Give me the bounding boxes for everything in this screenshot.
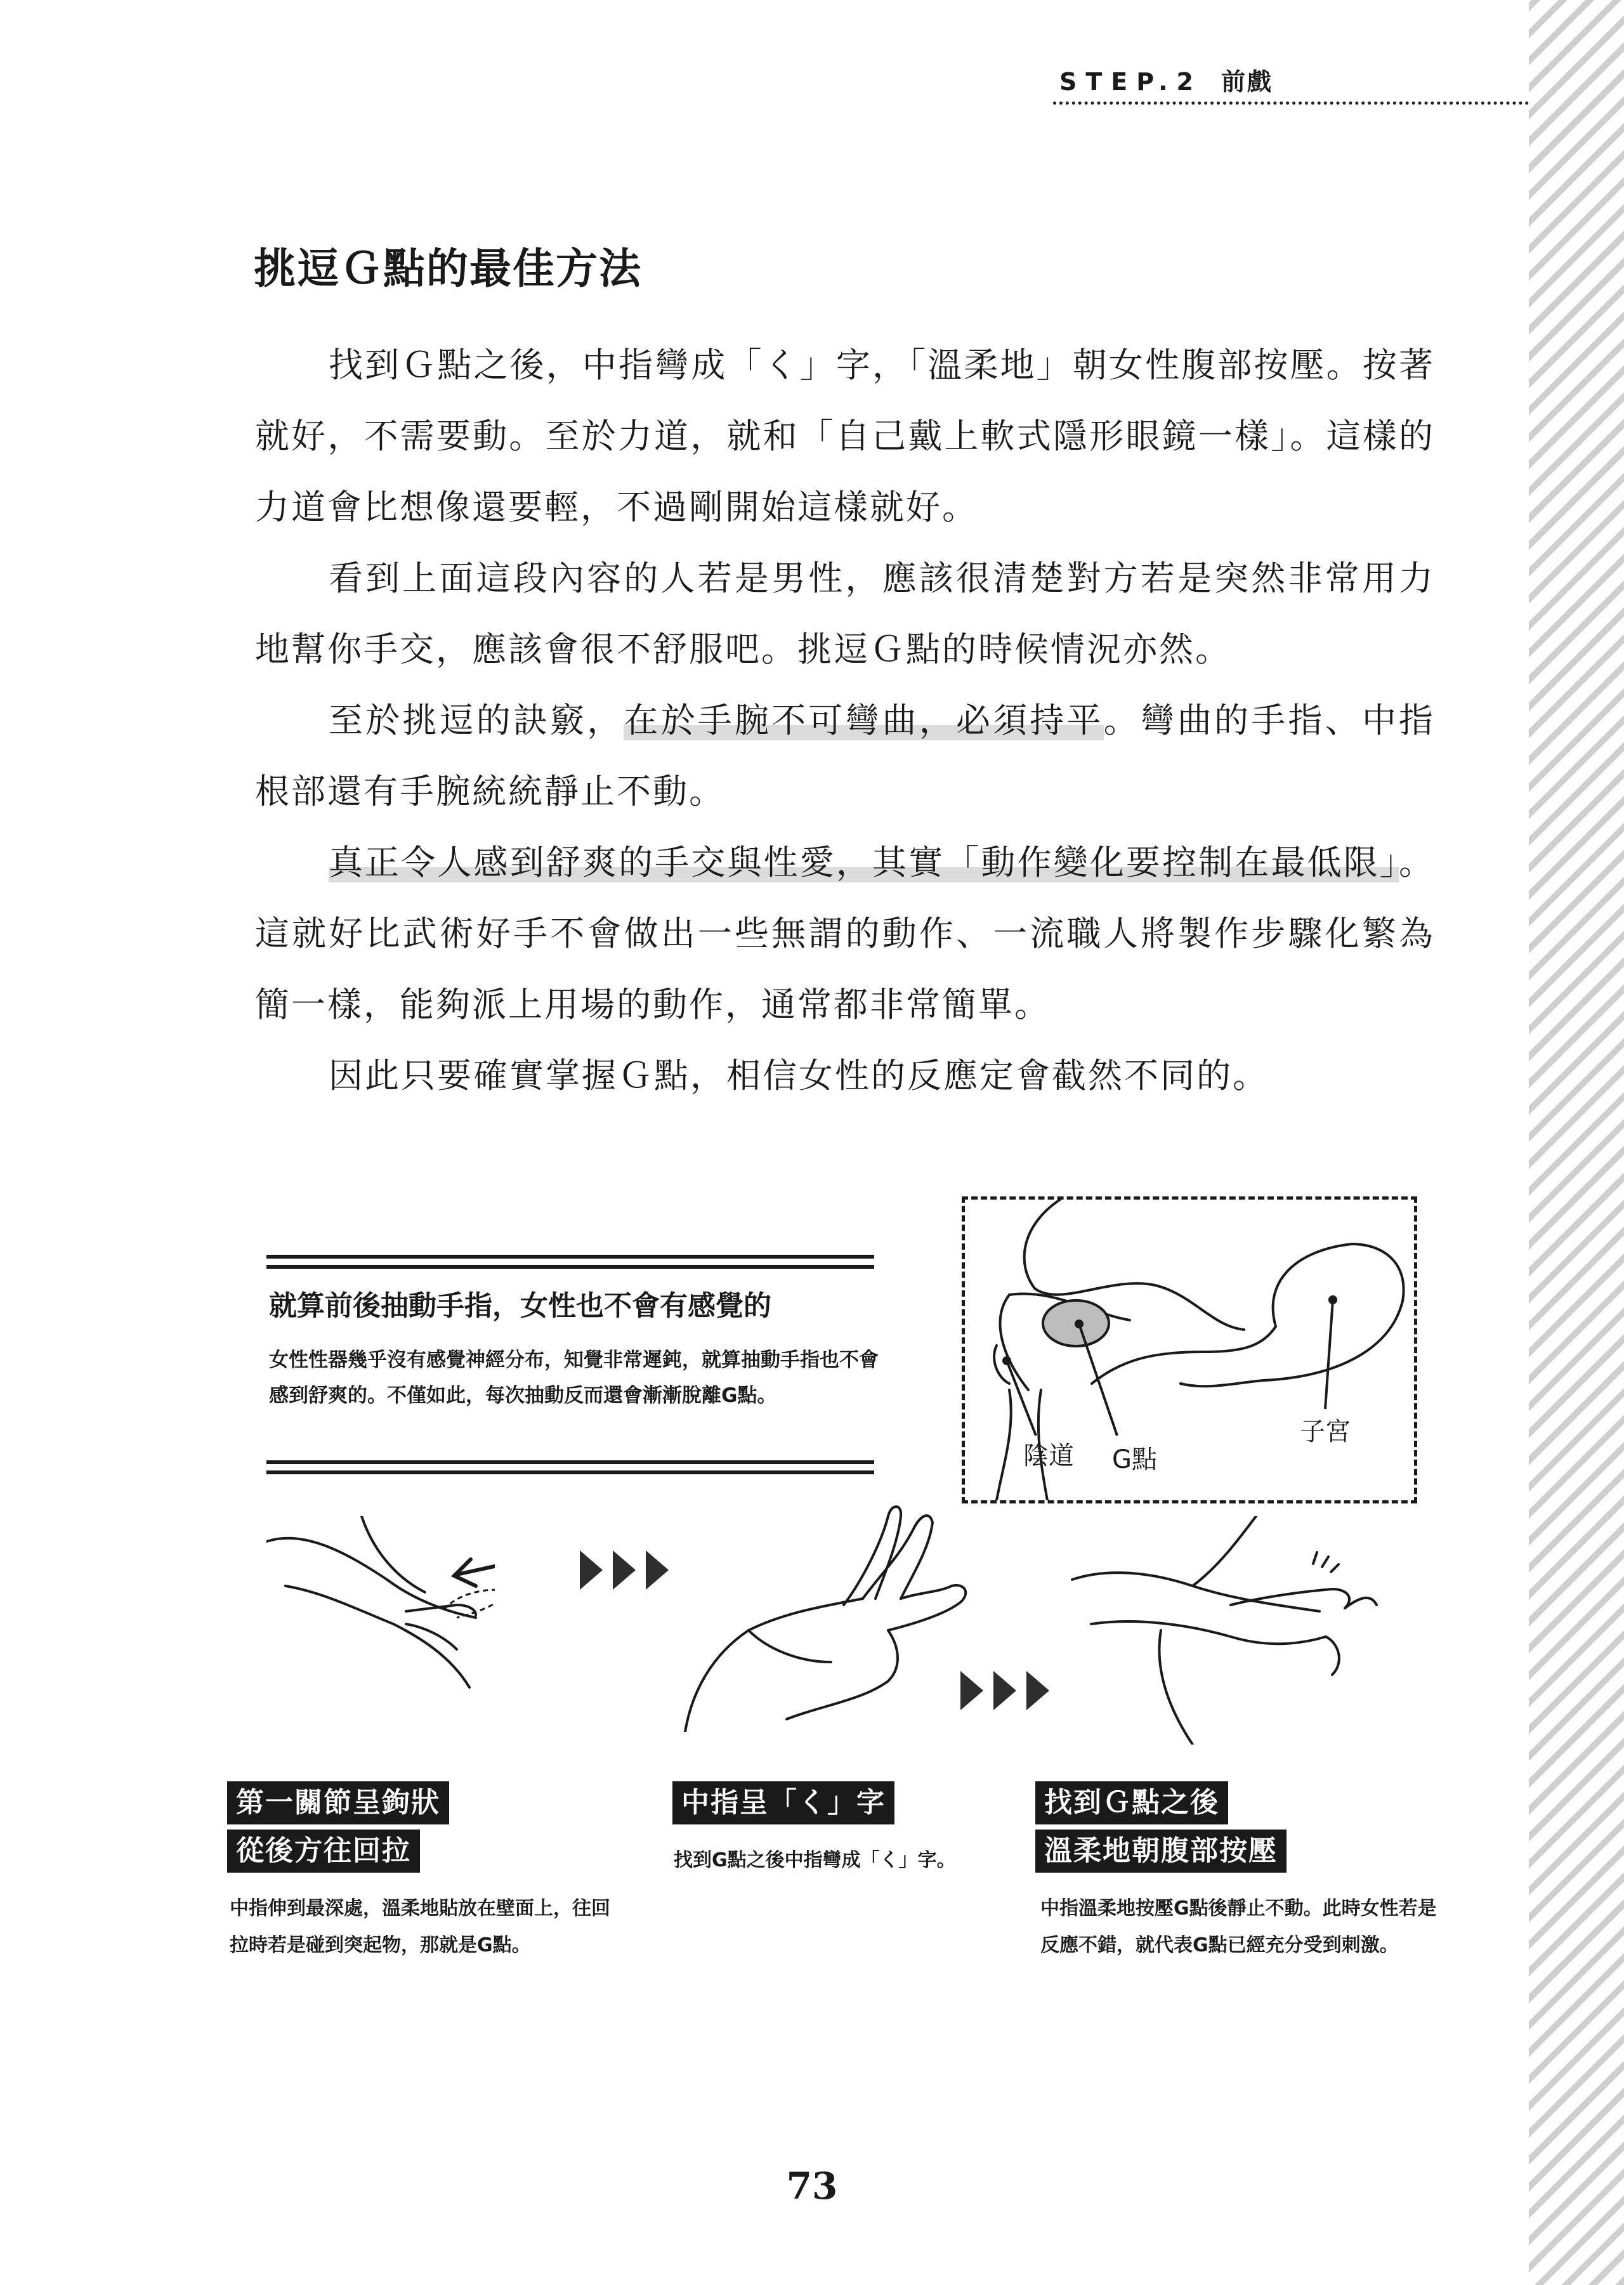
hand-illustration-bend — [672, 1503, 983, 1732]
body-paragraph — [255, 543, 1435, 685]
step-3-caption: 中指溫柔地按壓G點後靜止不動。此時女性若是反應不錯，就代表G點已經充分受到刺激。 — [1040, 1897, 1437, 1956]
step-arrow-1-icon — [577, 1548, 679, 1592]
body-text-segment: 至於挑逗的訣竅， — [329, 700, 624, 740]
body-text-segment: 因此只要確實掌握Ｇ點，相信女性的反應定會截然不同的。 — [329, 1056, 1269, 1096]
page-number: 73 — [786, 2164, 838, 2208]
step-1-caption: 中指伸到最深處，溫柔地貼放在壁面上，往回拉時若是碰到突起物，那就是G點。 — [230, 1897, 610, 1956]
step-2-tag-1: 中指呈「く」字 — [672, 1781, 894, 1824]
label-vagina: 陰道 — [1023, 1441, 1074, 1470]
step-3-tag-1: 找到Ｇ點之後 — [1035, 1781, 1228, 1824]
body-paragraph — [255, 685, 1435, 827]
note-title: 就算前後抽動手指，女性也不會有感覺的 — [269, 1290, 771, 1322]
body-text-segment: 找到Ｇ點之後，中指彎成「く」字，「溫柔地」朝女性腹部按壓。按著就好，不需要動。至於力道，就和「自己戴上軟式隱形眼鏡一樣」。這樣的力道會比想像還要輕，不過剛開始這樣就好。 — [255, 345, 1435, 527]
hand-illustration-hook — [266, 1516, 495, 1706]
label-g-spot: G點 — [1112, 1445, 1157, 1474]
note-body: 女性性器幾乎沒有感覺神經分布，知覺非常遲鈍，就算抽動手指也不會感到舒爽的。不僅如此，每次抽動反而還會漸漸脫離G點。 — [269, 1349, 879, 1407]
article-title: 挑逗Ｇ點的最佳方法 — [254, 244, 642, 293]
highlighted-text: 真正令人感到舒爽的手交與性愛，其實「動作變化要控制在最低限」 — [329, 842, 1399, 882]
step-1-tag-1: 第一關節呈鉤狀 — [227, 1781, 449, 1824]
running-head — [1059, 62, 1273, 97]
step-3-tag-2: 溫柔地朝腹部按壓 — [1035, 1830, 1287, 1873]
body-text-segment: 看到上面這段內容的人若是男性，應該很清楚對方若是突然非常用力地幫你手交，應該會很不舒服吧。挑逗Ｇ點的時候情況亦然。 — [255, 558, 1435, 669]
step-1-tag-2: 從後方往回拉 — [227, 1830, 420, 1873]
page-edge-stripes — [1529, 0, 1624, 2285]
note-rule-bottom — [266, 1460, 874, 1474]
step-2-caption: 找到G點之後中指彎成「く」字。 — [674, 1849, 956, 1871]
note-rule-top — [266, 1255, 874, 1269]
hand-illustration-press — [1066, 1516, 1389, 1745]
body-paragraph — [255, 330, 1435, 543]
article-body — [255, 330, 1435, 1111]
body-paragraph — [255, 1040, 1435, 1111]
body-text-segment: 。彎曲的手指、中指根部還有手腕統統靜止不動。 — [255, 700, 1436, 811]
step-arrow-2-icon — [958, 1668, 1059, 1713]
running-head-chapter: 前戲 — [1221, 68, 1274, 96]
anatomy-diagram — [962, 1196, 1417, 1503]
running-head-dotted-rule — [1053, 101, 1529, 105]
body-paragraph — [255, 827, 1435, 1040]
label-uterus: 子宮 — [1300, 1417, 1351, 1446]
running-head-step: STEP.2 — [1059, 68, 1202, 96]
body-text-segment: 。這就好比武術好手不會做出一些無謂的動作、一流職人將製作步驟化繁為簡一樣，能夠派上用場的動作，通常都非常簡單。 — [255, 842, 1435, 1025]
highlighted-text: 在於手腕不可彎曲，必須持平 — [624, 700, 1104, 740]
